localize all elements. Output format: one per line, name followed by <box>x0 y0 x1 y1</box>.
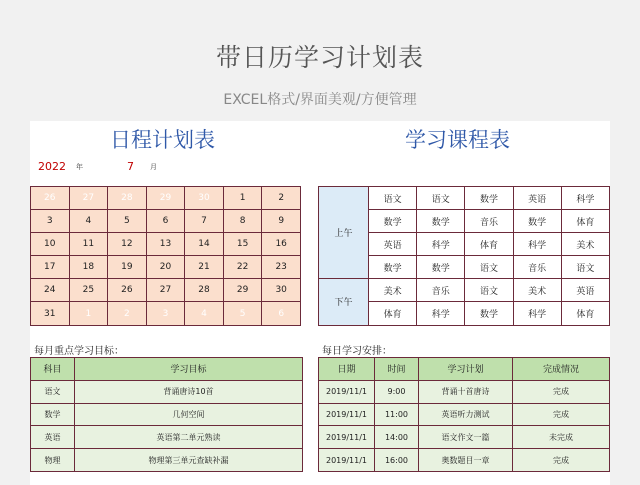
schedule-row <box>319 449 610 472</box>
goals-label: 每月重点学习目标： <box>34 346 124 357</box>
calendar-day-cell[interactable]: 3 <box>31 210 70 233</box>
calendar-day-cell[interactable]: 18 <box>69 256 108 279</box>
course-cell[interactable]: 体育 <box>561 302 609 325</box>
calendar-heading: 日程计划表 <box>110 128 215 152</box>
calendar-day-cell[interactable]: 1 <box>223 187 262 210</box>
course-cell[interactable]: 科学 <box>513 233 561 256</box>
goals-table <box>30 357 303 472</box>
calendar-grid <box>30 186 301 326</box>
schedule-header-row <box>319 358 610 381</box>
goals-cell[interactable]: 数学 <box>31 403 75 426</box>
schedule-cell[interactable]: 16:00 <box>375 449 419 472</box>
goals-cell[interactable]: 英语第二单元熟读 <box>75 426 303 449</box>
schedule-cell[interactable]: 语文作文一篇 <box>419 426 513 449</box>
calendar-day-cell[interactable]: 15 <box>223 233 262 256</box>
goals-cell[interactable]: 背诵唐诗10首 <box>75 380 303 403</box>
course-row <box>319 187 610 210</box>
year-unit: 年 <box>76 163 83 171</box>
course-cell[interactable]: 美术 <box>513 279 561 302</box>
calendar-day-cell[interactable]: 4 <box>185 302 224 325</box>
goals-header-cell[interactable]: 科目 <box>31 358 75 381</box>
year-value[interactable]: 2022 <box>38 160 66 173</box>
course-cell[interactable]: 数学 <box>417 210 465 233</box>
calendar-week-row <box>31 302 301 325</box>
calendar-week-row <box>31 233 301 256</box>
course-cell[interactable]: 科学 <box>513 302 561 325</box>
goals-cell[interactable]: 语文 <box>31 380 75 403</box>
schedule-cell[interactable]: 2019/11/1 <box>319 403 375 426</box>
course-cell[interactable]: 数学 <box>465 302 513 325</box>
courses-heading: 学习课程表 <box>405 128 510 152</box>
calendar-day-cell[interactable]: 30 <box>185 187 224 210</box>
calendar-day-cell[interactable]: 21 <box>185 256 224 279</box>
period-label: 下午 <box>319 279 369 325</box>
calendar-day-cell[interactable]: 17 <box>31 256 70 279</box>
course-cell[interactable]: 语文 <box>465 279 513 302</box>
calendar-day-cell[interactable]: 29 <box>146 187 185 210</box>
goals-row <box>31 380 303 403</box>
course-cell[interactable]: 美术 <box>369 279 417 302</box>
calendar-day-cell[interactable]: 28 <box>185 279 224 302</box>
course-cell[interactable]: 音乐 <box>465 210 513 233</box>
schedule-cell[interactable]: 完成 <box>513 449 610 472</box>
goals-cell[interactable]: 物理 <box>31 449 75 472</box>
course-cell[interactable]: 音乐 <box>513 256 561 279</box>
course-cell[interactable]: 英语 <box>369 233 417 256</box>
calendar-week-row <box>31 279 301 302</box>
schedule-cell[interactable]: 未完成 <box>513 426 610 449</box>
calendar-day-cell[interactable]: 7 <box>185 210 224 233</box>
course-cell[interactable]: 体育 <box>369 302 417 325</box>
course-cell[interactable]: 语文 <box>369 187 417 210</box>
schedule-cell[interactable]: 完成 <box>513 403 610 426</box>
schedule-cell[interactable]: 11:00 <box>375 403 419 426</box>
course-cell[interactable]: 科学 <box>561 187 609 210</box>
calendar-day-cell[interactable]: 20 <box>146 256 185 279</box>
course-cell[interactable]: 科学 <box>417 233 465 256</box>
course-cell[interactable]: 数学 <box>369 210 417 233</box>
course-cell[interactable]: 数学 <box>513 210 561 233</box>
course-cell[interactable]: 英语 <box>513 187 561 210</box>
schedule-cell[interactable]: 英语听力测试 <box>419 403 513 426</box>
goals-cell[interactable]: 几何空间 <box>75 403 303 426</box>
schedule-cell[interactable]: 奥数题目一章 <box>419 449 513 472</box>
calendar-day-cell[interactable]: 23 <box>262 256 301 279</box>
calendar-day-cell[interactable]: 27 <box>69 187 108 210</box>
calendar-day-cell[interactable]: 6 <box>262 302 301 325</box>
calendar-day-cell[interactable]: 2 <box>108 302 147 325</box>
course-cell[interactable]: 语文 <box>465 256 513 279</box>
schedule-cell[interactable]: 2019/11/1 <box>319 449 375 472</box>
schedule-cell[interactable]: 2019/11/1 <box>319 380 375 403</box>
period-label: 上午 <box>319 187 369 279</box>
course-cell[interactable]: 体育 <box>465 233 513 256</box>
course-cell[interactable]: 数学 <box>417 256 465 279</box>
course-cell[interactable]: 英语 <box>561 279 609 302</box>
calendar-day-cell[interactable]: 25 <box>69 279 108 302</box>
goals-cell[interactable]: 英语 <box>31 426 75 449</box>
calendar-day-cell[interactable]: 4 <box>69 210 108 233</box>
calendar-day-cell[interactable]: 10 <box>31 233 70 256</box>
calendar-day-cell[interactable]: 24 <box>31 279 70 302</box>
calendar-day-cell[interactable]: 16 <box>262 233 301 256</box>
calendar-day-cell[interactable]: 26 <box>108 279 147 302</box>
calendar-day-cell[interactable]: 22 <box>223 256 262 279</box>
page-subtitle: EXCEL格式/界面美观/方便管理 <box>223 92 417 108</box>
schedule-cell[interactable]: 9:00 <box>375 380 419 403</box>
calendar-day-cell[interactable]: 3 <box>146 302 185 325</box>
calendar-day-cell[interactable]: 30 <box>262 279 301 302</box>
schedule-row <box>319 380 610 403</box>
course-cell[interactable]: 科学 <box>417 302 465 325</box>
calendar-day-cell[interactable]: 13 <box>146 233 185 256</box>
goals-row <box>31 426 303 449</box>
schedule-header-cell[interactable]: 时间 <box>375 358 419 381</box>
calendar-day-cell[interactable]: 31 <box>31 302 70 325</box>
schedule-row <box>319 403 610 426</box>
calendar-day-cell[interactable]: 12 <box>108 233 147 256</box>
calendar-week-row <box>31 210 301 233</box>
calendar-day-cell[interactable]: 1 <box>69 302 108 325</box>
calendar-day-cell[interactable]: 2 <box>262 187 301 210</box>
course-cell[interactable]: 体育 <box>561 210 609 233</box>
calendar-day-cell[interactable]: 26 <box>31 187 70 210</box>
goals-row <box>31 449 303 472</box>
schedule-cell[interactable]: 14:00 <box>375 426 419 449</box>
schedule-cell[interactable]: 2019/11/1 <box>319 426 375 449</box>
calendar-day-cell[interactable]: 19 <box>108 256 147 279</box>
course-row <box>319 279 610 302</box>
course-cell[interactable]: 语文 <box>561 256 609 279</box>
calendar-day-cell[interactable]: 29 <box>223 279 262 302</box>
goals-row <box>31 403 303 426</box>
schedule-header-cell[interactable]: 完成情况 <box>513 358 610 381</box>
course-cell[interactable]: 语文 <box>417 187 465 210</box>
course-cell[interactable]: 数学 <box>369 256 417 279</box>
goals-header-cell[interactable]: 学习目标 <box>75 358 303 381</box>
schedule-cell[interactable]: 背诵十首唐诗 <box>419 380 513 403</box>
course-cell[interactable]: 数学 <box>465 187 513 210</box>
calendar-day-cell[interactable]: 14 <box>185 233 224 256</box>
schedule-header-cell[interactable]: 学习计划 <box>419 358 513 381</box>
course-table <box>318 186 610 326</box>
goals-header-row <box>31 358 303 381</box>
month-value[interactable]: 7 <box>127 160 134 173</box>
calendar-day-cell[interactable]: 9 <box>262 210 301 233</box>
calendar-day-cell[interactable]: 28 <box>108 187 147 210</box>
calendar-day-cell[interactable]: 5 <box>108 210 147 233</box>
calendar-week-row <box>31 256 301 279</box>
goals-cell[interactable]: 物理第三单元查缺补漏 <box>75 449 303 472</box>
schedule-cell[interactable]: 完成 <box>513 380 610 403</box>
schedule-row <box>319 426 610 449</box>
course-cell[interactable]: 美术 <box>561 233 609 256</box>
month-unit: 月 <box>150 163 157 171</box>
calendar-day-cell[interactable]: 11 <box>69 233 108 256</box>
schedule-table <box>318 357 610 472</box>
calendar-week-row <box>31 187 301 210</box>
course-cell[interactable]: 音乐 <box>417 279 465 302</box>
schedule-header-cell[interactable]: 日期 <box>319 358 375 381</box>
schedule-label: 每日学习安排： <box>322 346 392 357</box>
calendar-day-cell[interactable]: 6 <box>146 210 185 233</box>
calendar-day-cell[interactable]: 5 <box>223 302 262 325</box>
calendar-day-cell[interactable]: 8 <box>223 210 262 233</box>
calendar-day-cell[interactable]: 27 <box>146 279 185 302</box>
page-title: 带日历学习计划表 <box>215 43 424 72</box>
